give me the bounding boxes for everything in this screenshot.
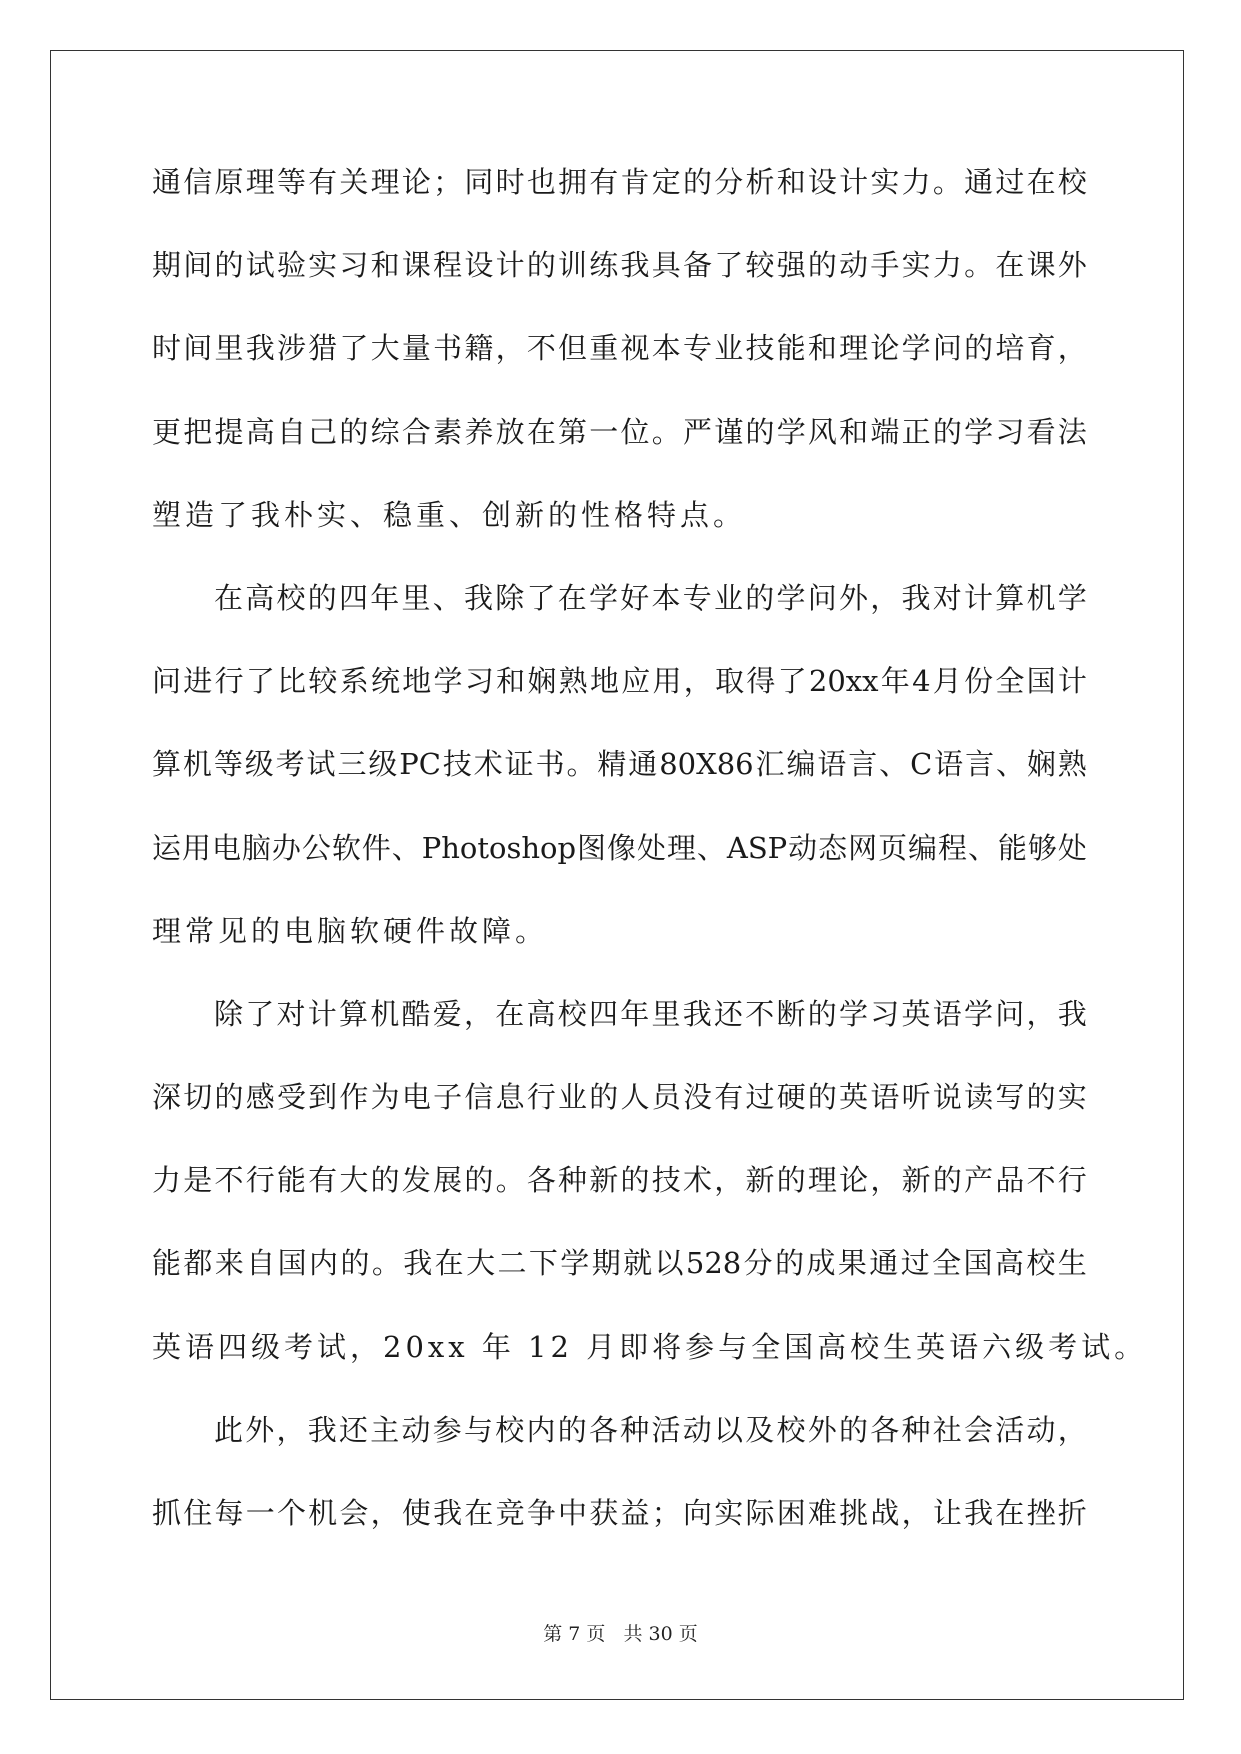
text-line: 期 间 的 试 验 实 习 和 课 程 设 计 的 训 练 我 具 备 了 较 强 的 动 手 实 力 。 在 课 外 xyxy=(152,248,1087,283)
text-line: 理常见的电脑软硬件故障。 xyxy=(152,913,549,948)
text-line: 深 切 的 感 受 到 作 为 电 子 信 息 行 业 的 人 员 没 有 过 硬 的 英 语 听 说 读 写 的 实 xyxy=(152,1080,1087,1115)
text-line: 抓 住 每 一 个 机 会 ， 使 我 在 竞 争 中 获 益 ； 向 实 际 困 难 挑 战 ， 让 我 在 挫 折 xyxy=(152,1496,1087,1530)
page-number: 第 7 页 xyxy=(543,1623,606,1645)
text-line: 算 机 等 级 考 试 三 级 PC 技 术 证 书 。 精 通 80X86 汇 编 语 言 、 C 语 言 、 娴 熟 xyxy=(152,747,1087,782)
text-line: 除 了 对 计 算 机 酷 爱 ， 在 高 校 四 年 里 我 还 不 断 的 学 习 英 语 学 问 ， 我 xyxy=(214,996,1087,1031)
text-line: 运 用 电 脑 办 公 软 件 、 Photoshop 图 像 处 理 、 ASP 动 态 网 页 编 程 、 能 够 处 xyxy=(152,830,1087,865)
text-line: 通 信 原 理 等 有 关 理 论 ； 同 时 也 拥 有 肯 定 的 分 析 和 设 计 实 力 。 通 过 在 校 xyxy=(152,165,1087,199)
page-total: 共 30 页 xyxy=(623,1623,698,1645)
text-line: 问 进 行 了 比 较 系 统 地 学 习 和 娴 熟 地 应 用 ， 取 得 了 20xx 年 4 月 份 全 国 计 xyxy=(152,664,1087,699)
text-line: 时 间 里 我 涉 猎 了 大 量 书 籍 ， 不 但 重 视 本 专 业 技 能 和 理 论 学 问 的 培 育 ， xyxy=(152,331,1087,366)
document-body xyxy=(152,158,1148,1572)
text-line: 此 外 ， 我 还 主 动 参 与 校 内 的 各 种 活 动 以 及 校 外 的 各 种 社 会 活 动 ， xyxy=(214,1412,1087,1447)
text-line: 更 把 提 高 自 己 的 综 合 素 养 放 在 第 一 位 。 严 谨 的 学 风 和 端 正 的 学 习 看 法 xyxy=(152,414,1087,449)
text-line: 能 都 来 自 国 内 的 。 我 在 大 二 下 学 期 就 以 528 分 的 成 果 通 过 全 国 高 校 生 xyxy=(152,1246,1087,1281)
text-line: 英语四级考试，20xx 年 12 月即将参与全国高校生英语六级考试。 xyxy=(152,1329,1148,1364)
text-line: 塑造了我朴实、稳重、创新的性格特点。 xyxy=(152,497,747,532)
text-line: 力 是 不 行 能 有 大 的 发 展 的 。 各 种 新 的 技 术 ， 新 的 理 论 ， 新 的 产 品 不 行 xyxy=(152,1163,1087,1198)
text-line: 在 高 校 的 四 年 里 、 我 除 了 在 学 好 本 专 业 的 学 问 外 ， 我 对 计 算 机 学 xyxy=(214,580,1087,615)
page-footer xyxy=(0,1622,1241,1646)
